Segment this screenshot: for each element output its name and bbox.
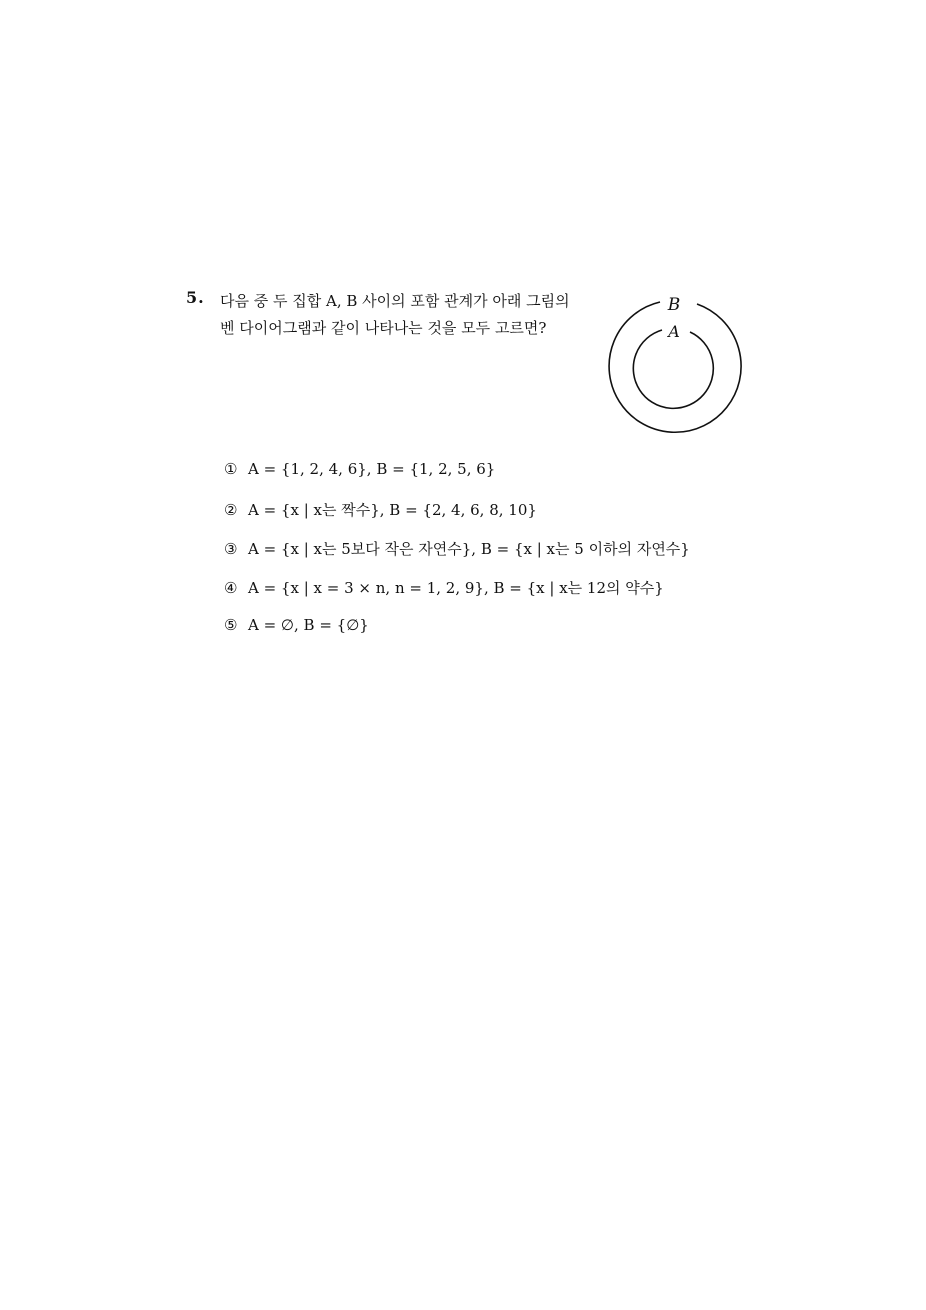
choice-number: ③ bbox=[224, 540, 238, 558]
choice-number: ④ bbox=[224, 579, 238, 597]
question-line-1: 다음 중 두 집합 A, B 사이의 포함 관계가 아래 그림의 bbox=[220, 292, 570, 310]
choice-3[interactable] bbox=[224, 538, 904, 577]
problem-number: 5. bbox=[186, 288, 205, 307]
choice-text: A = {1, 2, 4, 6}, B = {1, 2, 5, 6} bbox=[248, 460, 496, 478]
choice-number: ⑤ bbox=[224, 616, 238, 634]
choice-text: A = {x | x = 3 × n, n = 1, 2, 9}, B = {x | x는 12의 약수} bbox=[248, 579, 664, 597]
choice-4[interactable] bbox=[224, 577, 904, 616]
choice-text: A = {x | x는 짝수}, B = {2, 4, 6, 8, 10} bbox=[248, 501, 537, 519]
choice-5[interactable] bbox=[224, 616, 904, 655]
choice-number: ① bbox=[224, 460, 238, 478]
set-a-label: A bbox=[668, 322, 680, 341]
question-line-2: 벤 다이어그램과 같이 나타나는 것을 모두 고르면? bbox=[220, 319, 547, 337]
venn-diagram bbox=[600, 290, 750, 440]
choice-text: A = ∅, B = {∅} bbox=[248, 616, 369, 634]
set-b-label: B bbox=[667, 295, 681, 315]
answer-choices bbox=[224, 460, 904, 655]
choice-2[interactable] bbox=[224, 499, 904, 538]
set-a-circle bbox=[633, 330, 713, 408]
question-text bbox=[220, 288, 600, 342]
choice-1[interactable] bbox=[224, 460, 904, 499]
choice-number: ② bbox=[224, 501, 238, 519]
choice-text: A = {x | x는 5보다 작은 자연수}, B = {x | x는 5 이하의 자연수} bbox=[248, 540, 690, 558]
